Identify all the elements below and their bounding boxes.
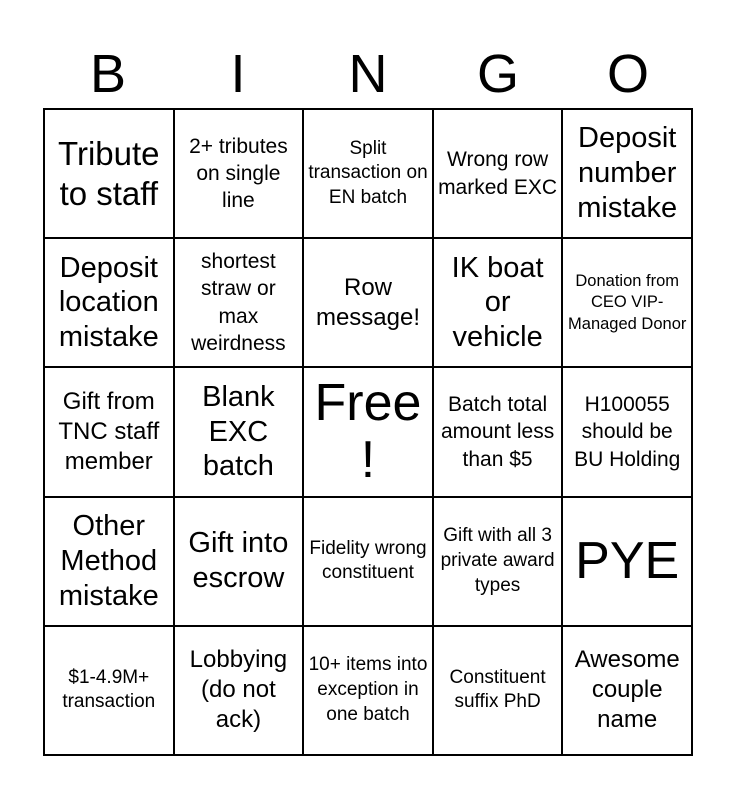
bingo-cell-r5c2[interactable] — [174, 626, 304, 755]
header-letter-g: G — [476, 44, 519, 104]
cell-text: H100055 should be BU Holding — [574, 393, 681, 471]
bingo-cell-r4c4[interactable] — [433, 497, 563, 626]
bingo-cell-r4c3[interactable] — [303, 497, 433, 626]
bingo-cell-r5c5[interactable] — [562, 626, 692, 755]
cell-text: Split transaction on EN batch — [308, 137, 428, 208]
cell-text: Deposit location mistake — [58, 251, 159, 354]
cell-text: IK boat or vehicle — [451, 251, 544, 354]
header-letter-n: N — [348, 44, 388, 104]
cell-text: Donation from CEO VIP-Managed Donor — [568, 271, 687, 333]
bingo-cell-r2c1[interactable] — [44, 238, 174, 367]
cell-text: Deposit number mistake — [577, 122, 678, 224]
bingo-cell-r4c2[interactable] — [174, 497, 304, 626]
bingo-cell-r2c5[interactable] — [562, 238, 692, 367]
cell-text: Free! — [314, 373, 422, 489]
cell-text: Blank EXC batch — [202, 380, 275, 483]
cell-text: 10+ items into exception in one batch — [308, 654, 428, 725]
bingo-cell-r3c5[interactable] — [562, 367, 692, 496]
cell-text: Gift with all 3 private award types — [440, 525, 555, 596]
header-letter-b: B — [89, 44, 127, 104]
cell-text: Wrong row marked EXC — [438, 148, 558, 199]
cell-text: Awesome couple name — [574, 646, 680, 734]
bingo-header — [43, 40, 693, 108]
cell-text: PYE — [575, 531, 680, 590]
bingo-cell-r3c1[interactable] — [44, 367, 174, 496]
bingo-cell-r4c5[interactable] — [562, 497, 692, 626]
cell-text: Gift from TNC staff member — [58, 387, 160, 475]
cell-text: Fidelity wrong constituent — [309, 537, 427, 584]
bingo-cell-r5c4[interactable] — [433, 626, 563, 755]
bingo-cell-r2c3[interactable] — [303, 238, 433, 367]
cell-text: Gift into escrow — [188, 527, 289, 595]
bingo-cell-r3c4[interactable] — [433, 367, 563, 496]
bingo-cell-r5c1[interactable] — [44, 626, 174, 755]
bingo-cell-r1c2[interactable] — [174, 109, 304, 238]
bingo-cell-r1c4[interactable] — [433, 109, 563, 238]
cell-text: 2+ tributes on single line — [189, 134, 288, 213]
cell-text: Constituent suffix PhD — [449, 666, 546, 713]
bingo-cell-r1c3[interactable] — [303, 109, 433, 238]
header-letter-o: O — [606, 44, 649, 104]
bingo-cell-r1c1[interactable] — [44, 109, 174, 238]
bingo-cell-r3c2[interactable] — [174, 367, 304, 496]
bingo-cell-r2c2[interactable] — [174, 238, 304, 367]
cell-text: Row message! — [315, 273, 421, 331]
bingo-board — [43, 108, 693, 756]
cell-text: Lobbying (do not ack) — [189, 646, 288, 734]
cell-text: Batch total amount less than $5 — [440, 393, 555, 471]
header-letter-i: I — [230, 44, 246, 104]
bingo-cell-free[interactable] — [303, 367, 433, 496]
bingo-cell-r2c4[interactable] — [433, 238, 563, 367]
cell-text: $1-4.9M+ transaction — [62, 666, 156, 713]
bingo-cell-r4c1[interactable] — [44, 497, 174, 626]
cell-text: Tribute to staff — [58, 135, 160, 212]
bingo-cell-r5c3[interactable] — [303, 626, 433, 755]
bingo-cell-r1c5[interactable] — [562, 109, 692, 238]
cell-text: Other Method mistake — [58, 510, 159, 612]
cell-text: shortest straw or max weirdness — [191, 250, 286, 356]
